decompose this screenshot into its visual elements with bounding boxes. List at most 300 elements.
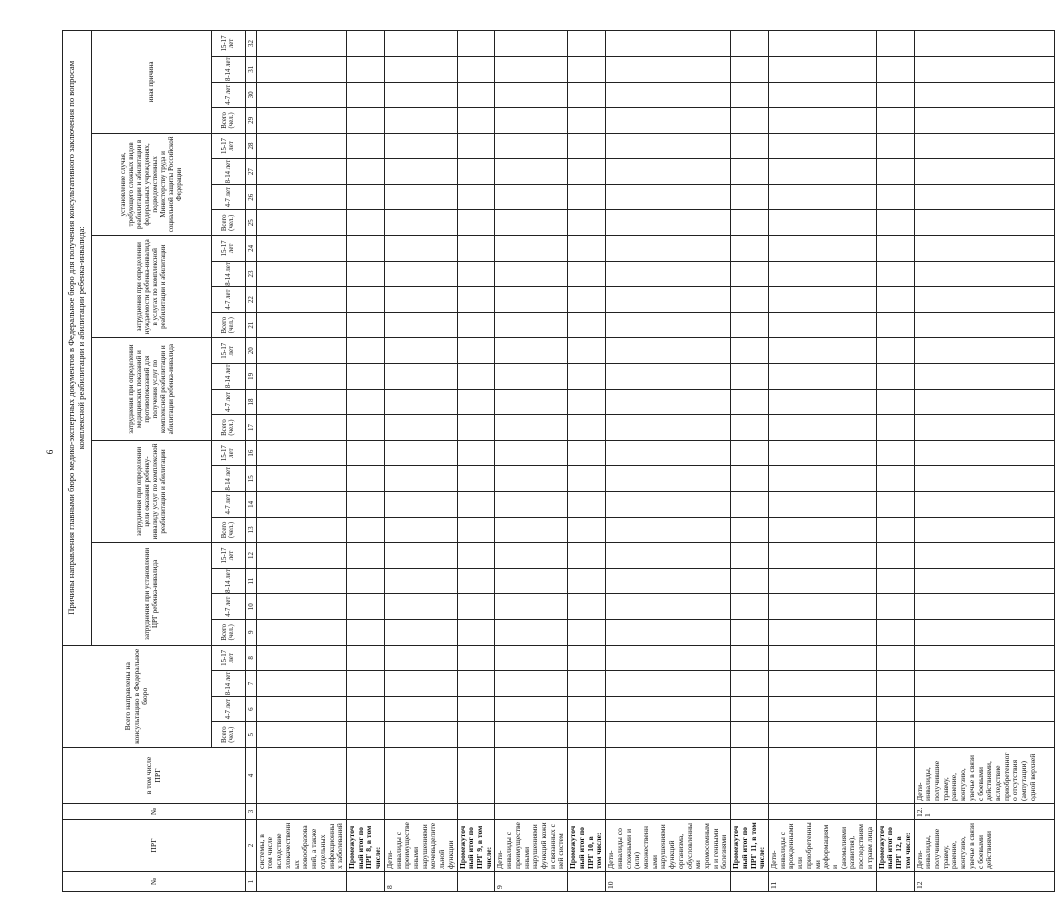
age-total: Всего (чел.)	[211, 108, 245, 134]
data-cell	[384, 440, 457, 466]
data-cell	[346, 722, 384, 748]
data-cell	[731, 56, 769, 82]
data-cell	[346, 210, 384, 236]
data-cell	[876, 619, 914, 645]
page-number: 6	[45, 449, 55, 455]
data-cell	[606, 594, 731, 620]
col-number: 18	[245, 389, 256, 415]
age-4-7: 4-7 лет	[211, 184, 245, 210]
data-cell	[606, 440, 731, 466]
data-cell	[384, 492, 457, 518]
data-cell	[346, 312, 384, 338]
data-cell	[457, 594, 495, 620]
col-number: 24	[245, 236, 256, 262]
data-cell	[606, 568, 731, 594]
header-reason-3: затруднения при определении медицинских показаний и противопоказаний для получения услуг по комплексной реабилитации и абилитации ребенка-инвалида	[91, 338, 211, 440]
row-in-prg-cell	[769, 748, 877, 804]
age-15-17: 15-17 лет	[211, 645, 245, 671]
data-cell	[876, 31, 914, 57]
data-cell	[914, 594, 1054, 620]
col-number: 28	[245, 133, 256, 159]
col-number: 19	[245, 364, 256, 390]
data-cell	[606, 236, 731, 262]
data-cell	[384, 722, 457, 748]
data-cell	[495, 210, 568, 236]
data-cell	[731, 159, 769, 185]
col-number: 25	[245, 210, 256, 236]
data-cell	[731, 466, 769, 492]
data-cell	[606, 31, 731, 57]
data-cell	[769, 517, 877, 543]
data-cell	[384, 568, 457, 594]
data-cell	[495, 338, 568, 364]
data-cell	[457, 619, 495, 645]
data-cell	[495, 517, 568, 543]
data-cell	[346, 389, 384, 415]
col-number: 26	[245, 184, 256, 210]
data-cell	[606, 312, 731, 338]
age-8-14: 8-14 лет	[211, 466, 245, 492]
age-15-17: 15-17 лет	[211, 338, 245, 364]
data-cell	[346, 338, 384, 364]
col-number: 27	[245, 159, 256, 185]
row-prg-cell: Дети-инвалиды со сложными и (или) множественными нарушениями функций организма, обусловленными хромосомными и генными болезнями	[606, 820, 731, 872]
data-cell	[731, 594, 769, 620]
data-cell	[346, 261, 384, 287]
data-cell	[769, 722, 877, 748]
data-cell	[457, 568, 495, 594]
row-prg-cell: Промежуточный итог по ПРГ 8, в том числе:	[346, 820, 384, 872]
column-number-row	[245, 31, 256, 892]
data-cell	[731, 645, 769, 671]
data-cell	[876, 261, 914, 287]
age-15-17: 15-17 лет	[211, 133, 245, 159]
data-cell	[568, 184, 606, 210]
data-cell	[914, 543, 1054, 569]
data-cell	[606, 389, 731, 415]
col-number: 17	[245, 415, 256, 441]
data-cell	[346, 543, 384, 569]
data-cell	[914, 671, 1054, 697]
data-cell	[876, 133, 914, 159]
data-cell	[384, 645, 457, 671]
data-cell	[457, 338, 495, 364]
data-cell	[256, 466, 346, 492]
data-cell	[606, 671, 731, 697]
rotated-page	[62, 30, 1037, 892]
data-cell	[384, 159, 457, 185]
row-prg-cell: Промежуточный итог по ПРГ 10, в том числе:	[568, 820, 606, 872]
age-4-7: 4-7 лет	[211, 287, 245, 313]
data-cell	[457, 261, 495, 287]
data-cell	[769, 159, 877, 185]
header-in-prg: в том числе ПРГ	[63, 748, 246, 804]
data-cell	[495, 671, 568, 697]
data-cell	[495, 312, 568, 338]
col-number: 23	[245, 261, 256, 287]
data-cell	[256, 236, 346, 262]
data-cell	[914, 645, 1054, 671]
data-cell	[568, 389, 606, 415]
col-number: 14	[245, 492, 256, 518]
data-cell	[495, 696, 568, 722]
data-cell	[876, 82, 914, 108]
data-cell	[346, 492, 384, 518]
data-cell	[731, 236, 769, 262]
data-cell	[914, 236, 1054, 262]
data-cell	[568, 133, 606, 159]
data-cell	[876, 568, 914, 594]
data-cell	[914, 722, 1054, 748]
header-no: №	[63, 872, 246, 892]
row-in-prg-cell	[606, 748, 731, 804]
data-cell	[256, 492, 346, 518]
data-cell	[914, 338, 1054, 364]
row-subnumber-cell	[606, 804, 731, 820]
data-cell	[256, 312, 346, 338]
row-subnumber-cell	[769, 804, 877, 820]
data-cell	[568, 671, 606, 697]
data-cell	[568, 31, 606, 57]
data-cell	[346, 645, 384, 671]
row-subnumber-cell	[346, 804, 384, 820]
data-cell	[256, 389, 346, 415]
col-number: 31	[245, 56, 256, 82]
col-number: 21	[245, 312, 256, 338]
data-cell	[256, 645, 346, 671]
data-cell	[568, 236, 606, 262]
data-cell	[495, 543, 568, 569]
data-cell	[384, 31, 457, 57]
data-cell	[876, 722, 914, 748]
age-15-17: 15-17 лет	[211, 236, 245, 262]
table-row	[568, 31, 606, 892]
row-number-cell: 9	[495, 872, 568, 892]
data-cell	[457, 517, 495, 543]
data-cell	[769, 594, 877, 620]
data-cell	[495, 594, 568, 620]
data-cell	[495, 133, 568, 159]
col-number: 4	[245, 748, 256, 804]
data-cell	[606, 338, 731, 364]
age-total: Всего (чел.)	[211, 210, 245, 236]
age-4-7: 4-7 лет	[211, 389, 245, 415]
data-cell	[731, 696, 769, 722]
data-cell	[495, 108, 568, 134]
row-prg-cell: Дети-инвалиды, получившие травму, ранение, контузию, увечье в связи с боевыми действиями	[914, 820, 1054, 872]
data-cell	[346, 671, 384, 697]
data-cell	[495, 645, 568, 671]
data-cell	[606, 517, 731, 543]
header-reason-1: затруднения при установлении ЦРГ ребенка-инвалида	[91, 543, 211, 645]
data-cell	[346, 517, 384, 543]
data-cell	[914, 287, 1054, 313]
row-prg-cell: Дети-инвалиды с врожденными или приобретенными деформациями (аномалиями развития), последствиями травм лица	[769, 820, 877, 872]
data-cell	[384, 594, 457, 620]
data-cell	[876, 312, 914, 338]
data-cell	[495, 492, 568, 518]
data-cell	[914, 440, 1054, 466]
data-cell	[256, 82, 346, 108]
row-number-cell: 12	[914, 872, 1054, 892]
data-cell	[769, 261, 877, 287]
table-row	[606, 31, 731, 892]
data-cell	[346, 108, 384, 134]
age-15-17: 15-17 лет	[211, 440, 245, 466]
row-subnumber-cell: 12.1	[914, 804, 1054, 820]
data-cell	[568, 56, 606, 82]
data-cell	[256, 594, 346, 620]
data-cell	[769, 184, 877, 210]
data-cell	[731, 184, 769, 210]
data-cell	[346, 236, 384, 262]
col-number: 20	[245, 338, 256, 364]
data-cell	[876, 236, 914, 262]
data-cell	[457, 722, 495, 748]
data-cell	[876, 415, 914, 441]
data-cell	[346, 82, 384, 108]
age-total: Всего (чел.)	[211, 619, 245, 645]
data-cell	[769, 236, 877, 262]
data-cell	[876, 159, 914, 185]
data-cell	[914, 568, 1054, 594]
data-cell	[256, 184, 346, 210]
data-cell	[346, 415, 384, 441]
data-cell	[495, 82, 568, 108]
col-number: 11	[245, 568, 256, 594]
data-cell	[495, 568, 568, 594]
data-cell	[495, 31, 568, 57]
data-cell	[384, 82, 457, 108]
data-cell	[769, 619, 877, 645]
data-cell	[914, 619, 1054, 645]
data-cell	[606, 184, 731, 210]
age-4-7: 4-7 лет	[211, 594, 245, 620]
col-number: 8	[245, 645, 256, 671]
data-cell	[457, 210, 495, 236]
data-cell	[769, 82, 877, 108]
data-cell	[384, 184, 457, 210]
age-8-14: 8-14 лет	[211, 364, 245, 390]
data-cell	[606, 56, 731, 82]
data-cell	[606, 133, 731, 159]
data-cell	[495, 466, 568, 492]
data-cell	[384, 671, 457, 697]
data-cell	[769, 645, 877, 671]
data-cell	[384, 619, 457, 645]
row-in-prg-cell	[495, 748, 568, 804]
row-prg-cell: Дети-инвалиды с преимущественными нарушениями функций кожи и связанных с ней систем	[495, 820, 568, 872]
header-reason-4: затруднения при определении нуждаемости ребенка-инвалида в услугах по комплексной реабилитации и абилитации	[91, 236, 211, 338]
col-number: 32	[245, 31, 256, 57]
age-8-14: 8-14 лет	[211, 568, 245, 594]
table-row	[346, 31, 384, 892]
data-cell	[568, 287, 606, 313]
col-number: 2	[245, 820, 256, 872]
data-cell	[346, 440, 384, 466]
header-reason-2: затруднения при определении цели оказания ребенку-инвалиду услуг по комплексной реабилитации и абилитации	[91, 440, 211, 542]
data-cell	[914, 82, 1054, 108]
data-cell	[495, 184, 568, 210]
data-cell	[606, 415, 731, 441]
age-total: Всего (чел.)	[211, 312, 245, 338]
table-row	[914, 31, 1054, 892]
data-cell	[914, 56, 1054, 82]
data-cell	[914, 466, 1054, 492]
data-cell	[731, 619, 769, 645]
data-cell	[457, 56, 495, 82]
data-cell	[346, 696, 384, 722]
age-8-14: 8-14 лет	[211, 671, 245, 697]
table-row	[256, 31, 346, 892]
data-cell	[457, 671, 495, 697]
age-4-7: 4-7 лет	[211, 82, 245, 108]
data-cell	[769, 31, 877, 57]
data-cell	[346, 56, 384, 82]
data-cell	[384, 236, 457, 262]
data-cell	[384, 56, 457, 82]
col-number: 6	[245, 696, 256, 722]
data-cell	[457, 364, 495, 390]
data-cell	[256, 338, 346, 364]
data-cell	[568, 338, 606, 364]
data-cell	[384, 261, 457, 287]
data-cell	[384, 108, 457, 134]
data-cell	[769, 415, 877, 441]
data-cell	[346, 31, 384, 57]
data-cell	[769, 364, 877, 390]
data-cell	[769, 133, 877, 159]
data-cell	[876, 543, 914, 569]
row-subnumber-cell	[457, 804, 495, 820]
data-cell	[769, 108, 877, 134]
table-row	[731, 31, 769, 892]
data-cell	[731, 312, 769, 338]
data-cell	[769, 56, 877, 82]
data-cell	[769, 568, 877, 594]
age-4-7: 4-7 лет	[211, 492, 245, 518]
report-table	[62, 30, 1055, 892]
col-number: 5	[245, 722, 256, 748]
data-cell	[256, 619, 346, 645]
age-total: Всего (чел.)	[211, 517, 245, 543]
data-cell	[876, 645, 914, 671]
data-cell	[256, 543, 346, 569]
data-cell	[495, 56, 568, 82]
data-cell	[914, 184, 1054, 210]
data-cell	[346, 619, 384, 645]
data-cell	[495, 364, 568, 390]
data-cell	[731, 517, 769, 543]
data-cell	[876, 108, 914, 134]
data-cell	[568, 210, 606, 236]
data-cell	[606, 82, 731, 108]
row-number-cell	[876, 872, 914, 892]
data-cell	[495, 236, 568, 262]
data-cell	[256, 440, 346, 466]
data-cell	[876, 440, 914, 466]
data-cell	[914, 210, 1054, 236]
data-cell	[495, 722, 568, 748]
age-8-14: 8-14 лет	[211, 56, 245, 82]
data-cell	[914, 159, 1054, 185]
data-cell	[568, 466, 606, 492]
data-cell	[606, 619, 731, 645]
data-cell	[606, 466, 731, 492]
data-cell	[769, 671, 877, 697]
row-in-prg-cell	[384, 748, 457, 804]
data-cell	[769, 210, 877, 236]
row-in-prg-cell: Дети-инвалиды, получившие травму, ранение, контузию, увечье в связи с боевыми действиями, вследствие приобретенного отсутствия (ампутации) одной верхней	[914, 748, 1054, 804]
data-cell	[914, 31, 1054, 57]
data-cell	[914, 133, 1054, 159]
data-cell	[769, 696, 877, 722]
col-number: 1	[245, 872, 256, 892]
data-cell	[346, 594, 384, 620]
data-cell	[568, 696, 606, 722]
data-cell	[876, 56, 914, 82]
data-cell	[876, 671, 914, 697]
data-cell	[256, 415, 346, 441]
data-cell	[606, 645, 731, 671]
data-cell	[914, 312, 1054, 338]
data-cell	[568, 492, 606, 518]
header-reason-5: установление случая, требующего сложных видов реабилитации и абилитации в федеральных учреждениях, подведомственных Министерству труда и социальной защиты Российской Федерации	[91, 133, 211, 235]
row-in-prg-cell	[256, 748, 346, 804]
data-cell	[769, 338, 877, 364]
data-cell	[769, 543, 877, 569]
row-number-cell	[457, 872, 495, 892]
data-cell	[256, 517, 346, 543]
data-cell	[256, 722, 346, 748]
data-cell	[346, 364, 384, 390]
data-cell	[457, 236, 495, 262]
data-cell	[731, 133, 769, 159]
col-number: 12	[245, 543, 256, 569]
data-cell	[568, 619, 606, 645]
data-cell	[914, 492, 1054, 518]
data-cell	[495, 619, 568, 645]
data-cell	[457, 645, 495, 671]
table-row	[495, 31, 568, 892]
table-row	[876, 31, 914, 892]
row-in-prg-cell	[346, 748, 384, 804]
row-in-prg-cell	[731, 748, 769, 804]
data-cell	[606, 364, 731, 390]
data-cell	[606, 210, 731, 236]
data-cell	[568, 108, 606, 134]
age-15-17: 15-17 лет	[211, 31, 245, 57]
data-cell	[457, 184, 495, 210]
data-cell	[731, 108, 769, 134]
row-subnumber-cell	[876, 804, 914, 820]
row-number-cell: 11	[769, 872, 877, 892]
row-prg-cell: системы, в том числе вследствие злокачественных новообразований, а также отдельных инфекционных заболеваний	[256, 820, 346, 872]
data-cell	[731, 568, 769, 594]
age-4-7: 4-7 лет	[211, 696, 245, 722]
data-cell	[457, 287, 495, 313]
data-cell	[568, 543, 606, 569]
col-number: 22	[245, 287, 256, 313]
row-number-cell	[568, 872, 606, 892]
data-cell	[568, 159, 606, 185]
data-cell	[256, 31, 346, 57]
col-number: 15	[245, 466, 256, 492]
data-cell	[384, 466, 457, 492]
table-row	[769, 31, 877, 892]
age-total: Всего (чел.)	[211, 415, 245, 441]
data-cell	[914, 108, 1054, 134]
